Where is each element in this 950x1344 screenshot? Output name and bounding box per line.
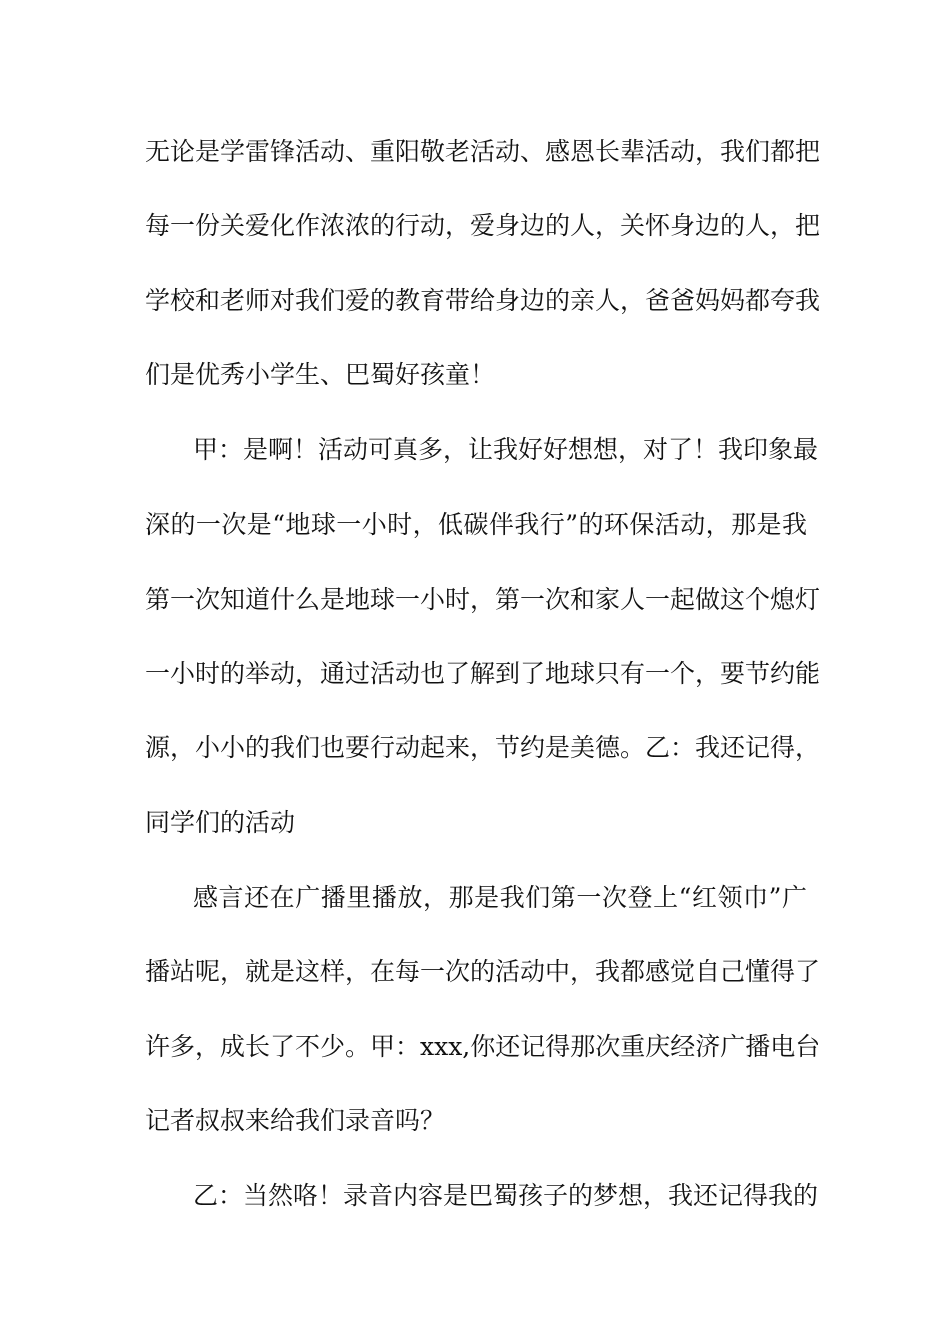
text-line: 同学们的活动 <box>145 808 296 837</box>
paragraph-first-line: 甲：是啊！活动可真多，让我好好想想，对了！我印象最 <box>193 435 819 464</box>
text-line: 无论是学雷锋活动、重阳敬老活动、感恩长辈活动，我们都把 <box>145 137 821 166</box>
text-line: 深的一次是“地球一小时，低碳伴我行”的环保活动，那是我 <box>145 510 807 539</box>
text-line: 记者叔叔来给我们录音吗？ <box>145 1106 446 1135</box>
text-line: 许多，成长了不少。甲：xxx,你还记得那次重庆经济广播电台 <box>145 1032 821 1061</box>
text-line: 播站呢，就是这样，在每一次的活动中，我都感觉自己懂得了 <box>145 957 821 986</box>
text-line: 源，小小的我们也要行动起来，节约是美德。乙：我还记得， <box>145 733 821 762</box>
paragraph-first-line: 感言还在广播里播放，那是我们第一次登上“红领巾”广 <box>193 883 807 912</box>
text-line: 学校和老师对我们爱的教育带给身边的亲人，爸爸妈妈都夸我 <box>145 286 821 315</box>
text-line: 每一份关爱化作浓浓的行动，爱身边的人，关怀身边的人，把 <box>145 211 821 240</box>
text-line: 第一次知道什么是地球一小时，第一次和家人一起做这个熄灯 <box>145 585 821 614</box>
paragraph-first-line: 乙：当然咯！录音内容是巴蜀孩子的梦想，我还记得我的 <box>193 1181 819 1210</box>
text-line: 一小时的举动，通过活动也了解到了地球只有一个，要节约能 <box>145 659 821 688</box>
text-line: 们是优秀小学生、巴蜀好孩童！ <box>145 360 496 389</box>
